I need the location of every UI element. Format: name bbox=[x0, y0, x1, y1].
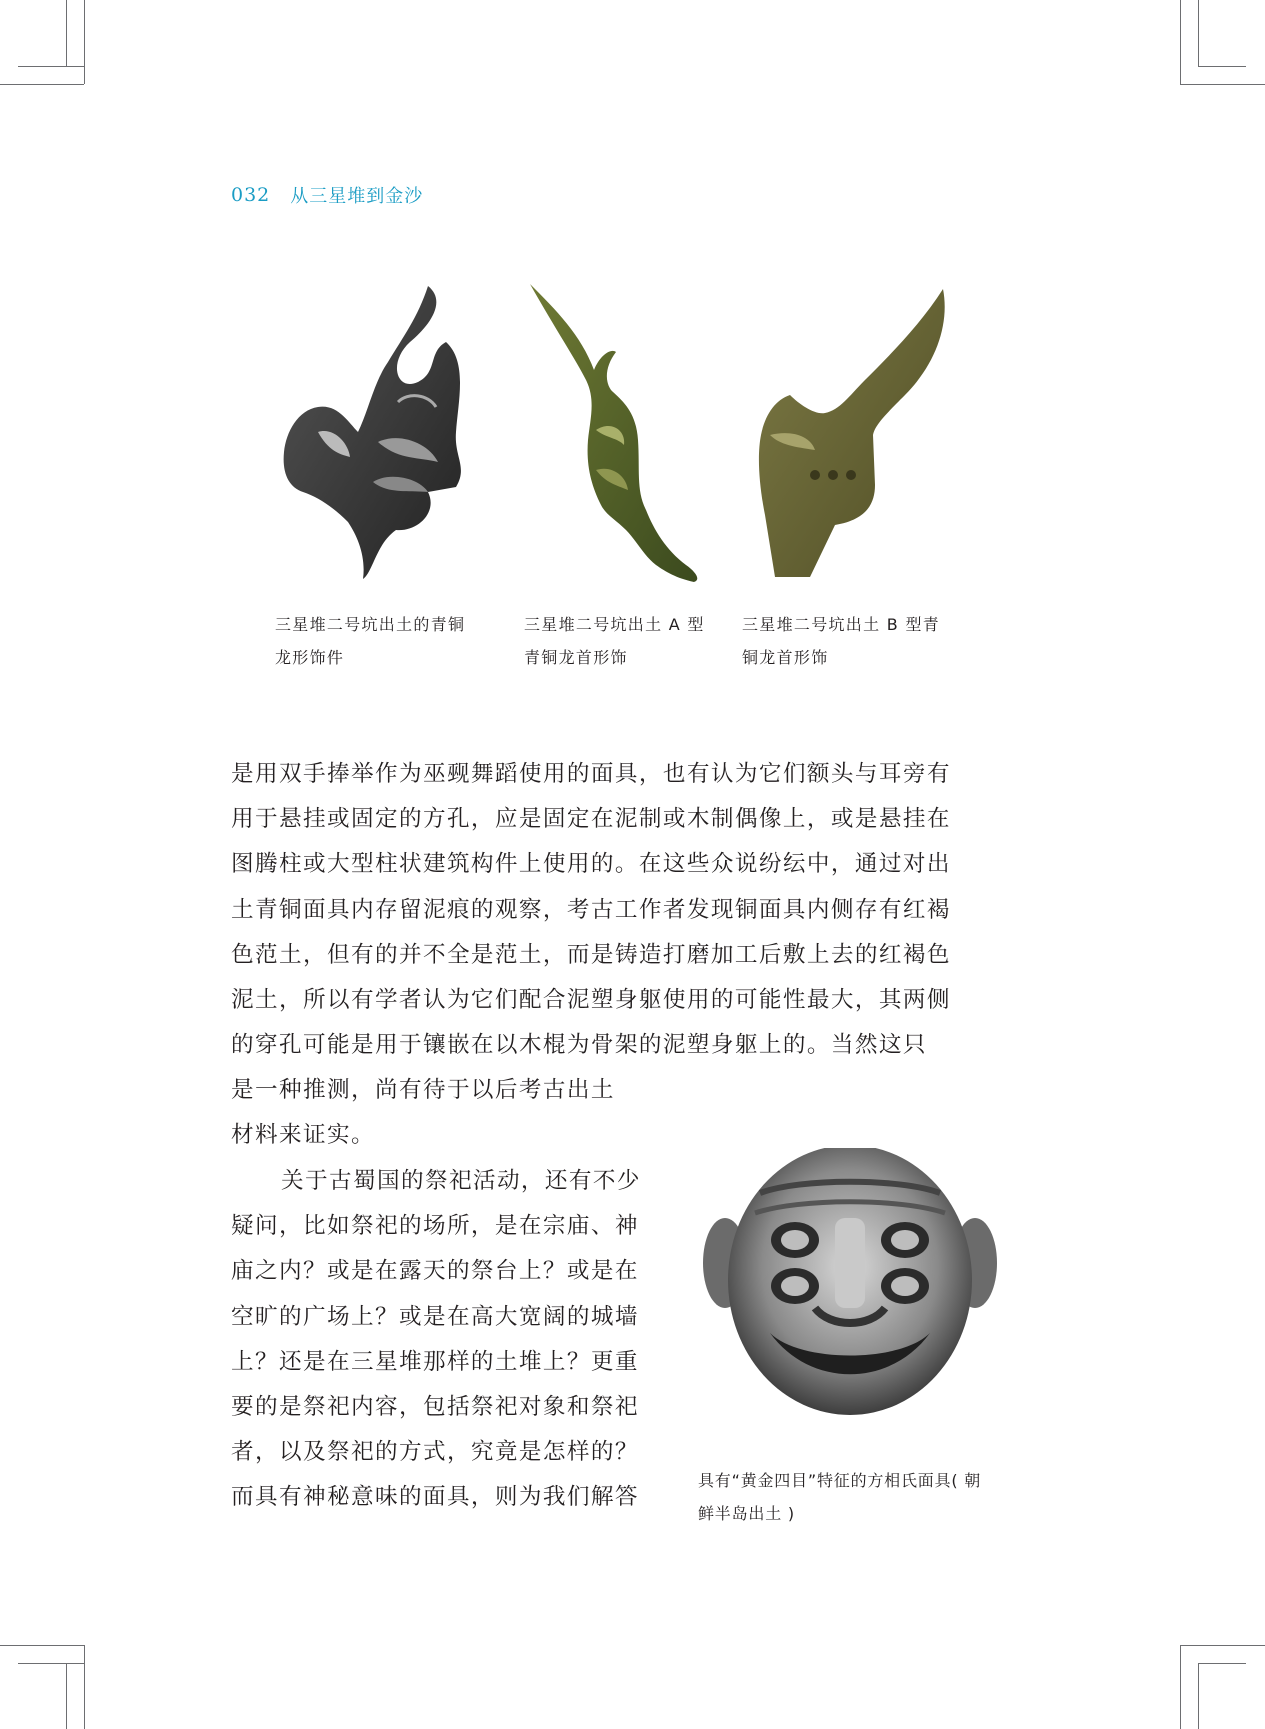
page-number: 032 bbox=[231, 184, 271, 206]
body-paragraph-1-tail: 是一种推测，尚有待于以后考古出土 材料来证实。 bbox=[231, 1077, 615, 1149]
caption-type-a-dragon-head: 三星堆二号坑出土 A 型 青铜龙首形饰 bbox=[524, 615, 705, 667]
type-a-dragon-head-image bbox=[526, 280, 716, 585]
caption-dragon-ornament: 三星堆二号坑出土的青铜 龙形饰件 bbox=[275, 615, 466, 667]
fangxiang-mask-image bbox=[700, 1148, 1000, 1418]
running-header bbox=[231, 180, 423, 210]
type-b-dragon-head-image bbox=[755, 285, 950, 580]
body-paragraph-2: 关于古蜀国的祭祀活动，还有不少 疑问，比如祭祀的场所，是在宗庙、神 庙之内？或是在露天的祭台上？或是在 空旷的广场上？或是在高大宽阔的城墙 上？还是在三星堆那样的土堆上？更重 要的是祭祀内容，包括祭祀对象和祭祀 者，以及祭祀的方式，究竟是怎样的？ 而具有神秘意味的面具，则为我们解答 bbox=[231, 1168, 641, 1511]
caption-type-b-dragon-head: 三星堆二号坑出土 B 型青 铜龙首形饰 bbox=[742, 615, 941, 667]
book-title: 从三星堆到金沙 bbox=[290, 186, 424, 207]
caption-fangxiang-mask: 具有“黄金四目”特征的方相氏面具( 朝 鲜半岛出土 ) bbox=[698, 1471, 982, 1523]
body-paragraph-1: 是用双手捧举作为巫觋舞蹈使用的面具，也有认为它们额头与耳旁有 用于悬挂或固定的方孔，应是固定在泥制或木制偶像上，或是悬挂在 图腾柱或大型柱状建筑构件上使用的。在这些众说纷纭中，通过对出 土青铜面具内存留泥痕的观察，考古工作者发现铜面具内侧存有红褐 色范土，但有的并不全是范土，而是铸造打磨加工后敷上去的红褐色 泥土，所以有学者认为它们配合泥塑身躯使用的可能性最大，其两侧 的穿孔可能是用于镶嵌在以木棍为骨架的泥塑身躯上的。当然这只 bbox=[231, 761, 951, 1059]
bronze-dragon-ornament-image bbox=[278, 282, 473, 582]
